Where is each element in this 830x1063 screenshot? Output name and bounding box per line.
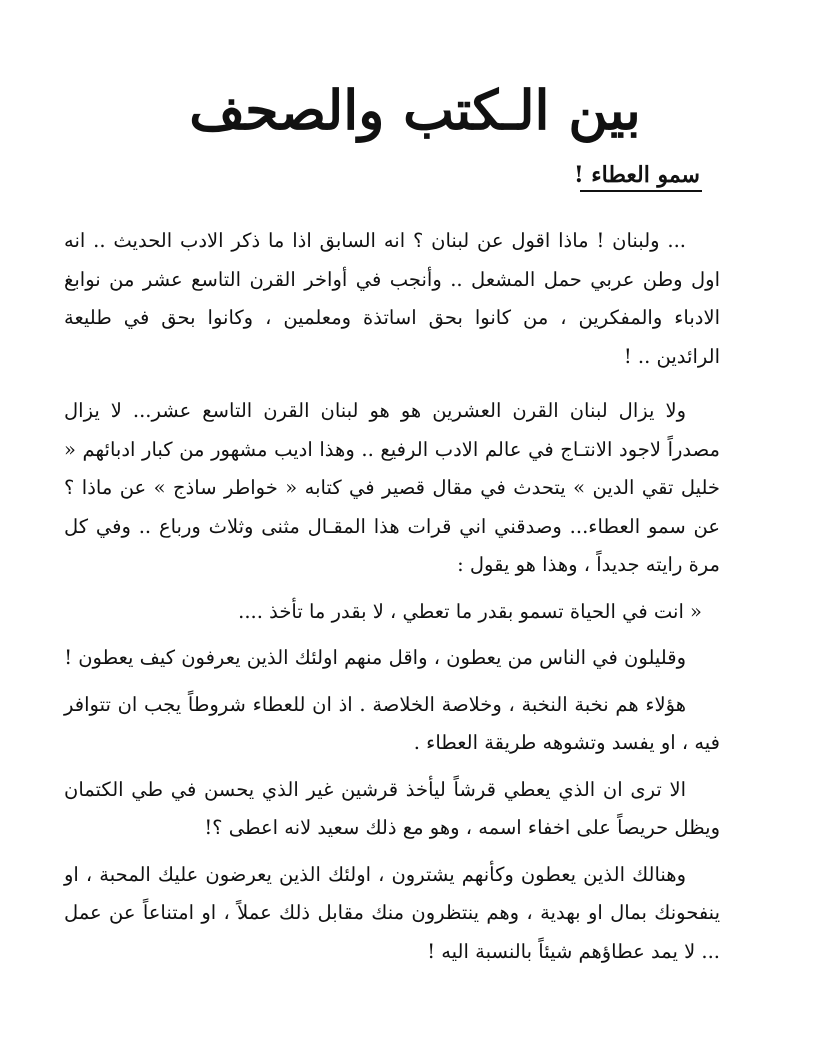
paragraph-lebanon: ولا يزال لبنان القرن العشرين هو هو لبنان القرن التاسع عشر... لا يزال مصدراً لاجود الانتـاج في عالم الادب الرفيع .. وهذا اديب مشهور من كبار ادبائهم « خليل تقي الدين » يتحدث في مقال قصير في كتابه « خواطر ساذج » عن ماذا ؟ عن سمو العطاء... وصدقني اني قرات هذا المقـال مثنى وثلاث ورباع .. وفي كل مرة رايته جديداً ، وهذا هو يقول : (64, 399, 720, 576)
paragraph-few-give: وقليلون في الناس من يعطون ، واقل منهم اولئك الذين يعرفون كيف يعطون ! (64, 646, 686, 669)
paragraph-secret-giving: الا ترى ان الذي يعطي قرشاً ليأخذ قرشين غير الذي يحسن في طي الكتمان ويظل حريصاً على اخفاء اسمه ، وهو مع ذلك سعيد لانه اعطى ؟! (64, 777, 720, 839)
paragraph-buyers: وهنالك الذين يعطون وكأنهم يشترون ، اولئك الذين يعرضون عليك المحبة ، او ينفحونك بمال او بهدية ، وهم ينتظرون منك مقابل ذلك عملاً ، او امتناعاً عن عمل ... لا يمد عطاؤهم شيئاً بالنسبة اليه ! (64, 862, 720, 963)
subtitle-underline (580, 190, 702, 192)
page-title: بين الـكتب والصحف (189, 78, 641, 142)
article-subtitle: سمو العطاء ! (573, 162, 700, 188)
paragraph-elite: هؤلاء هم نخبة النخبة ، وخلاصة الخلاصة . اذ ان للعطاء شروطاً يجب ان تتوافر فيه ، او يفسد وتشوهه طريقة العطاء . (64, 692, 720, 754)
paragraph-quote-open: « انت في الحياة تسمو بقدر ما تعطي ، لا بقدر ما تأخذ .... (238, 599, 702, 623)
paragraph-intro: ... ولبنان ! ماذا اقول عن لبنان ؟ انه السابق اذا ما ذكر الادب الحديث .. انه اول وطن عربي حمل المشعل .. وأنجب في أواخر القرن التاسع عشر من نوابغ الادباء والمفكرين ، من كانوا بحق اساتذة ومعلمين ، وكانوا بحق في طليعة الرائدين .. ! (64, 229, 720, 368)
article-body (64, 222, 720, 979)
